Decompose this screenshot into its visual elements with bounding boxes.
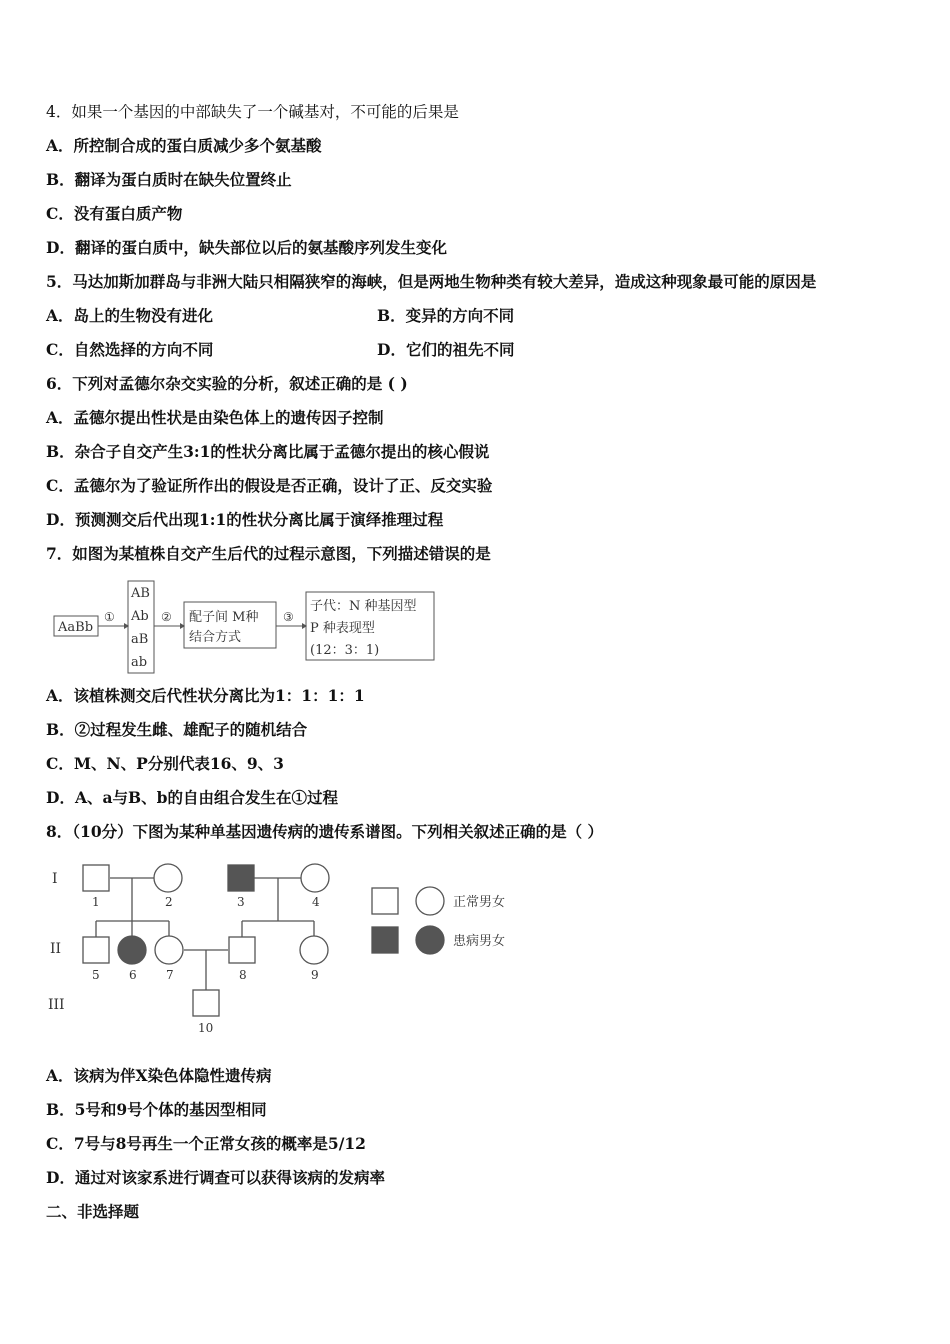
q4-stem: 4．如果一个基因的中部缺失了一个碱基对，不可能的后果是 bbox=[46, 103, 459, 121]
q7-stem: 7．如图为某植株自交产生后代的过程示意图，下列描述错误的是 bbox=[46, 544, 491, 563]
q6-option-c: C．孟德尔为了验证所作出的假设是否正确，设计了正、反交实验 bbox=[46, 476, 493, 495]
q5-option-d: D．它们的祖先不同 bbox=[377, 340, 515, 359]
q7-step3-label: ③ bbox=[283, 610, 294, 624]
q6-option-b: B．杂合子自交产生3:1的性状分离比属于孟德尔提出的核心假说 bbox=[46, 442, 490, 461]
legend-normal-male-symbol bbox=[372, 888, 398, 914]
q5-stem: 5．马达加斯加群岛与非洲大陆只相隔狭窄的海峡，但是两地生物种类有较大差异，造成这种现象最可能的原因是 bbox=[46, 272, 817, 291]
q7-option-b: B．②过程发生雌、雄配子的随机结合 bbox=[46, 720, 308, 739]
q7-option-c: C．M、N、P分别代表16、9、3 bbox=[46, 754, 284, 773]
individual-5-normal-male bbox=[83, 937, 109, 963]
q8-option-a: A．该病为伴X染色体隐性遗传病 bbox=[46, 1066, 272, 1085]
generation-label-i: I bbox=[52, 871, 58, 887]
individual-8-normal-male bbox=[229, 937, 255, 963]
individual-2-normal-female bbox=[154, 864, 182, 892]
individual-9-number: 9 bbox=[311, 968, 319, 982]
individual-3-affected-male bbox=[228, 865, 254, 891]
q8-stem: 8．（10分）下图为某种单基因遗传病的遗传系谱图。下列相关叙述正确的是（ ） bbox=[46, 822, 604, 841]
legend-normal-label: 正常男女 bbox=[453, 895, 506, 910]
individual-6-affected-female bbox=[118, 936, 146, 964]
individual-6-number: 6 bbox=[129, 968, 137, 982]
q7-step2-label: ② bbox=[161, 610, 172, 624]
q7-option-a: A．该植株测交后代性状分离比为1：1：1：1 bbox=[46, 686, 365, 705]
q8-option-c: C．7号与8号再生一个正常女孩的概率是5/12 bbox=[46, 1134, 366, 1153]
individual-10-number: 10 bbox=[198, 1021, 214, 1035]
legend-normal-female-symbol bbox=[416, 887, 444, 915]
q6-stem: 6．下列对孟德尔杂交实验的分析，叙述正确的是 ( ) bbox=[46, 374, 408, 393]
q7-combo-line1: 配子间 M种 bbox=[189, 610, 259, 625]
q6-option-d: D．预测测交后代出现1:1的性状分离比属于演绎推理过程 bbox=[46, 510, 444, 529]
legend-affected-male-symbol bbox=[372, 927, 398, 953]
individual-7-number: 7 bbox=[166, 968, 174, 982]
q4-option-d: D．翻译的蛋白质中，缺失部位以后的氨基酸序列发生变化 bbox=[46, 238, 447, 257]
q7-gamete-ab2: Ab bbox=[131, 609, 149, 624]
q5-option-b: B．变异的方向不同 bbox=[377, 306, 515, 325]
q5-option-c: C．自然选择的方向不同 bbox=[46, 340, 214, 359]
q7-parent-genotype: AaBb bbox=[58, 620, 94, 635]
individual-10-normal-male bbox=[193, 990, 219, 1016]
individual-2-number: 2 bbox=[165, 895, 173, 909]
generation-label-iii: III bbox=[48, 997, 65, 1013]
q8-option-d: D．通过对该家系进行调查可以获得该病的发病率 bbox=[46, 1168, 385, 1187]
individual-4-normal-female bbox=[301, 864, 329, 892]
q4-option-c: C．没有蛋白质产物 bbox=[46, 204, 183, 223]
q7-gamete-ab4: ab bbox=[131, 655, 148, 670]
q7-offspring-line3: (12：3：1) bbox=[310, 643, 380, 658]
legend-affected-label: 患病男女 bbox=[453, 934, 506, 949]
individual-9-normal-female bbox=[300, 936, 328, 964]
individual-1-number: 1 bbox=[92, 895, 100, 909]
q4-option-b: B．翻译为蛋白质时在缺失位置终止 bbox=[46, 170, 292, 189]
individual-4-number: 4 bbox=[312, 895, 320, 909]
q6-option-a: A．孟德尔提出性状是由染色体上的遗传因子控制 bbox=[46, 408, 384, 427]
q7-combo-line2: 结合方式 bbox=[189, 630, 242, 645]
section-heading-non-choice: 二、非选择题 bbox=[46, 1202, 140, 1221]
q7-offspring-line2: P 种表现型 bbox=[310, 621, 375, 636]
q7-gamete-ab1: AB bbox=[131, 586, 150, 601]
individual-3-number: 3 bbox=[237, 895, 245, 909]
q7-step1-label: ① bbox=[104, 610, 115, 624]
individual-7-normal-female bbox=[155, 936, 183, 964]
q8-pedigree-chart bbox=[46, 855, 536, 1040]
individual-8-number: 8 bbox=[239, 968, 247, 982]
q7-process-diagram bbox=[50, 578, 440, 676]
q7-offspring-line1: 子代：N 种基因型 bbox=[310, 599, 417, 614]
q7-option-d: D．A、a与B、b的自由组合发生在①过程 bbox=[46, 788, 338, 807]
generation-label-ii: II bbox=[50, 941, 62, 957]
q4-option-a: A．所控制合成的蛋白质减少多个氨基酸 bbox=[46, 136, 322, 155]
legend-affected-female-symbol bbox=[416, 926, 444, 954]
q5-option-a: A．岛上的生物没有进化 bbox=[46, 306, 214, 325]
q7-gamete-ab3: aB bbox=[131, 632, 149, 647]
individual-1-normal-male bbox=[83, 865, 109, 891]
q8-option-b: B．5号和9号个体的基因型相同 bbox=[46, 1100, 267, 1119]
individual-5-number: 5 bbox=[92, 968, 100, 982]
